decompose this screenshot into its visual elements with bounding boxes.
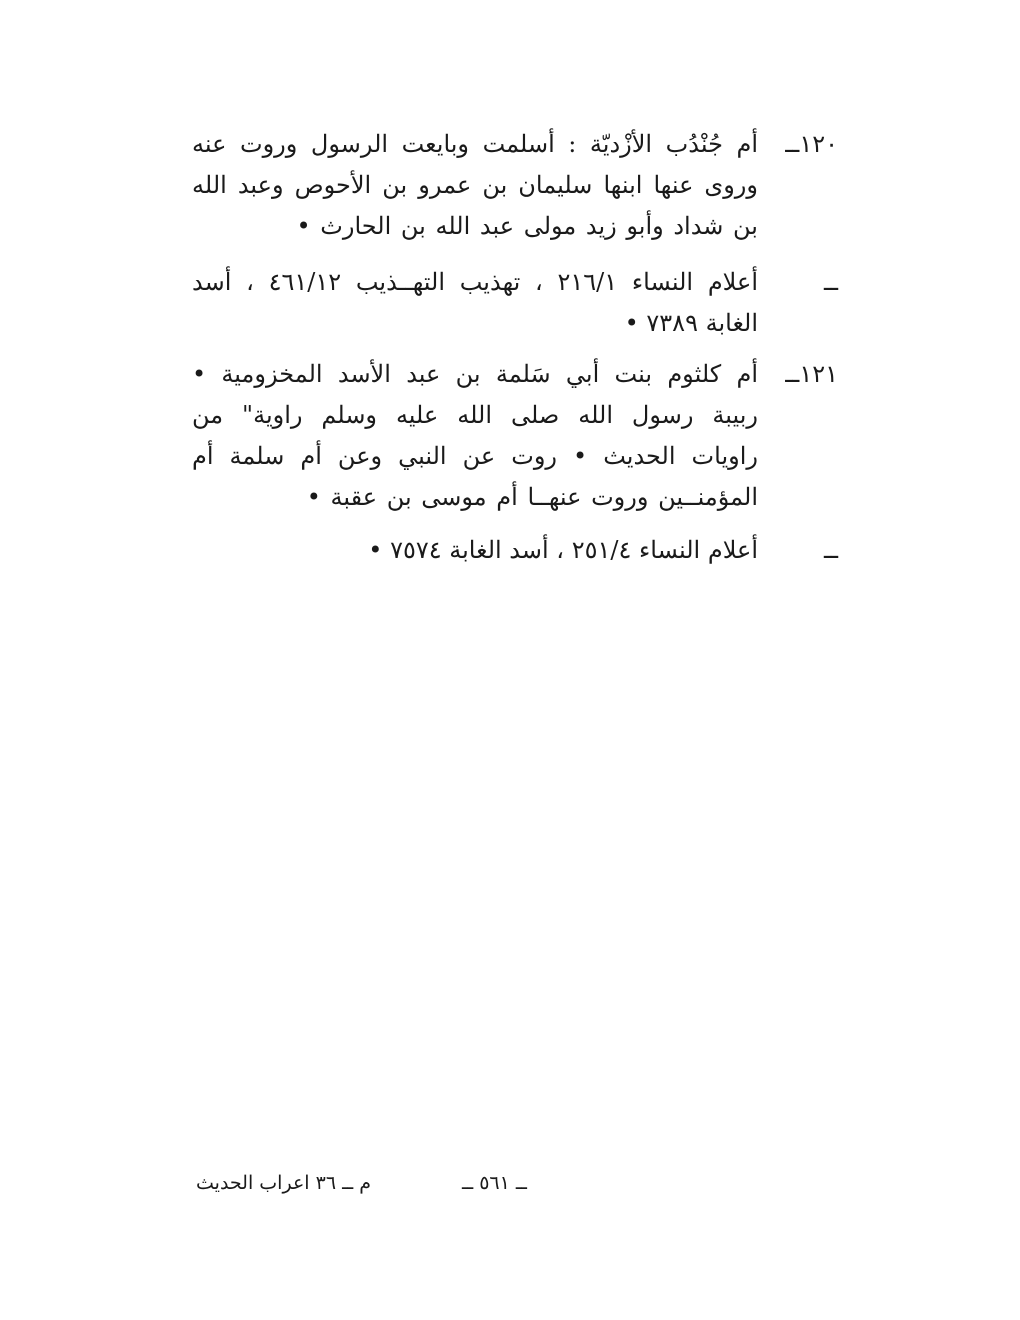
source-text: أعلام النساء ٢٥١/٤ ، أسد الغابة ٧٥٧٤ • [368, 536, 758, 564]
source-dash: ــ [823, 268, 838, 296]
source-text: أعلام النساء ٢١٦/١ ، تهذيب التهــذيب ٤٦١/١٢ ، أسد الغابة ٧٣٨٩ • [192, 268, 758, 337]
entry-text: أم كلثوم بنت أبي سَلمة بن عبد الأسد المخزومية • ربيبة رسول الله صلى الله عليه وسلم راوية" من راويات الحديث • روت عن النبي وعن أم سلمة أم المؤمنــين وروت عنهــا أم موسى بن عقبة • [192, 360, 758, 511]
entry-121 [192, 354, 838, 524]
source-dash: ــ [823, 536, 838, 564]
page-number: ــ ٥٦١ ــ [462, 1172, 527, 1194]
entry-120 [192, 124, 838, 254]
entry-number: ١٢١ــ [785, 360, 838, 388]
footer-signature: م ــ ٣٦ اعراب الحديث [196, 1172, 372, 1194]
entry-number: ١٢٠ــ [785, 130, 838, 158]
entry-120-source [192, 262, 838, 346]
entry-121-source [192, 530, 838, 574]
entry-text: أم جُنْدُب الأزْديّة : أسلمت وبايعت الرسول وروت عنه وروى عنها ابنها سليمان بن عمرو بن الأحوص وعبد الله بن شداد وأبو زيد مولى عبد الله بن الحارث • [192, 130, 758, 240]
